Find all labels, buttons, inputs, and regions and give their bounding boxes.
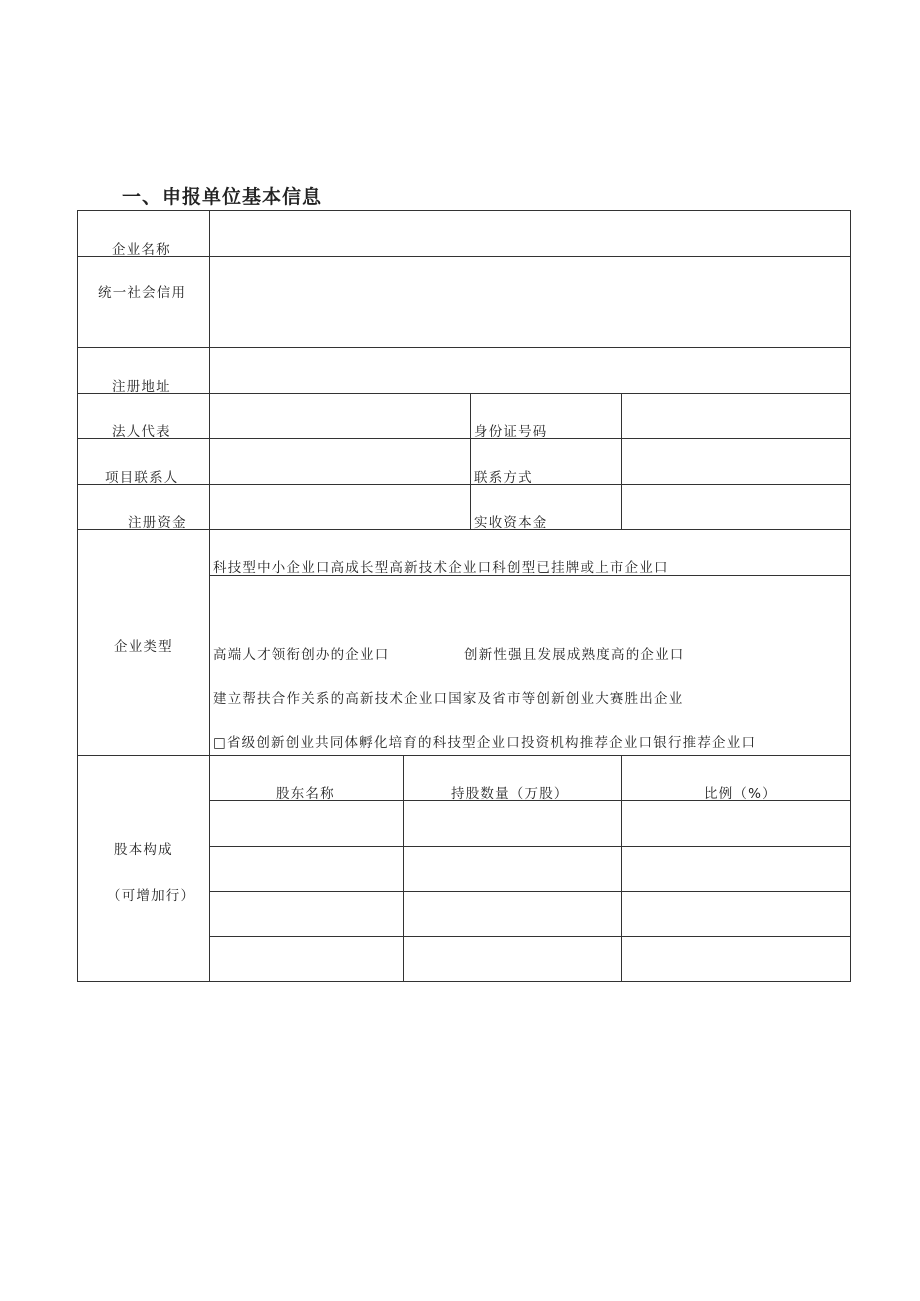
row-divider [78,438,850,439]
label-legal-rep: 法人代表 [112,424,171,440]
label-paid-capital: 实收资本金 [474,515,548,531]
row-divider [210,846,850,847]
column-divider [621,393,622,529]
column-divider [621,755,622,981]
label-reg-address: 注册地址 [112,379,171,395]
label-contact-person: 项目联系人 [105,470,179,486]
shareholder-header-name: 股东名称 [276,786,335,802]
row-divider [210,936,850,937]
shareholder-header-ratio: 比例（%） [704,786,777,802]
application-form [77,210,851,982]
column-divider [209,211,210,981]
company-type-line-4: □省级创新创业共同体孵化培育的科技型企业口投资机构推荐企业口银行推荐企业口 [213,735,757,751]
row-divider [78,484,850,485]
row-divider [210,891,850,892]
label-equity: 股本构成 [114,842,173,858]
label-credit-code: 统一社会信用 [98,285,187,301]
label-company-type: 企业类型 [114,639,173,655]
row-divider [78,755,850,756]
section-title: 一、申报单位基本信息 [122,186,323,208]
company-type-line-2a: 高端人才领衔创办的企业口 [213,647,390,663]
label-id-number: 身份证号码 [474,424,548,440]
label-company-name: 企业名称 [112,242,171,258]
column-divider [403,755,404,981]
label-equity-note: （可增加行） [107,888,196,904]
column-divider [470,393,471,529]
company-type-line-1: 科技型中小企业口高成长型高新技术企业口科创型已挂牌或上市企业口 [213,560,669,576]
row-divider [78,393,850,394]
company-type-line-3: 建立帮扶合作关系的高新技术企业口国家及省市等创新创业大赛胜出企业 [213,691,684,707]
label-contact-method: 联系方式 [474,470,533,486]
row-divider [78,256,850,257]
row-divider [78,347,850,348]
label-reg-capital: 注册资金 [128,515,187,531]
company-type-line-2b: 创新性强且发展成熟度高的企业口 [464,647,685,663]
row-divider [78,529,850,530]
shareholder-header-quantity: 持股数量（万股） [451,786,569,802]
